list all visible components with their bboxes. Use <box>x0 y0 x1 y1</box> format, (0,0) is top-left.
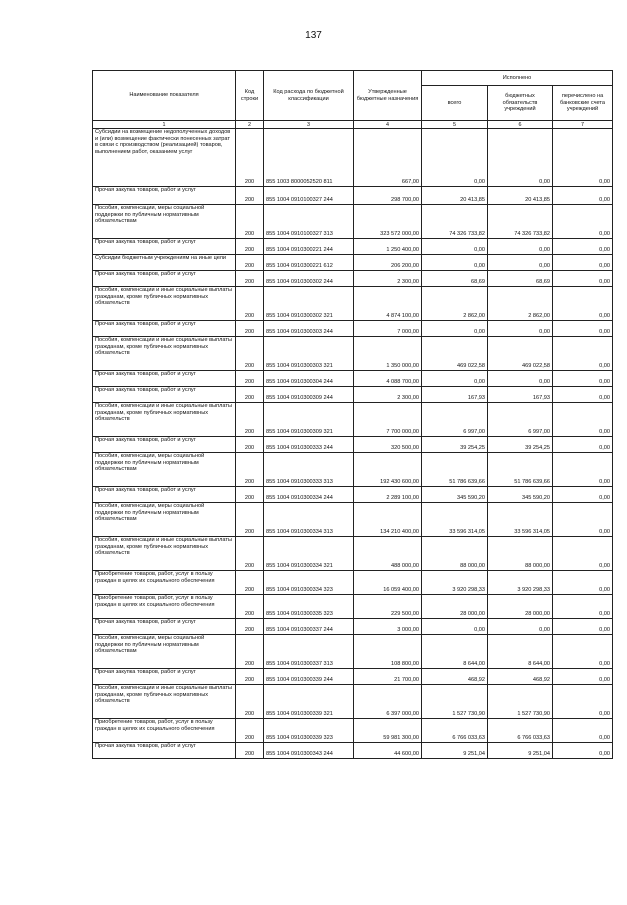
row-executed-total: 469 022,58 <box>422 337 488 371</box>
row-executed-total: 39 254,25 <box>422 437 488 453</box>
table-body <box>93 129 613 759</box>
page-number: 137 <box>305 30 322 41</box>
row-expense-code: 855 1003 8000052520 811 <box>264 129 354 187</box>
header-approved: Утвержденные бюджетные назначения <box>354 71 422 121</box>
row-name: Прочая закупка товаров, работ и услуг <box>93 321 236 337</box>
table-row <box>93 403 613 437</box>
row-name: Пособия, компенсации и иные социальные выплаты гражданам, кроме публичных нормативных обязательств <box>93 337 236 371</box>
row-expense-code: 855 1004 0910300309 244 <box>264 387 354 403</box>
row-expense-code: 855 1004 0910300333 313 <box>264 453 354 487</box>
row-executed-transferred: 0,00 <box>553 239 613 255</box>
row-executed-transferred: 0,00 <box>553 129 613 187</box>
row-executed-budget: 468,92 <box>488 669 553 685</box>
row-executed-total: 6 766 033,63 <box>422 719 488 743</box>
row-executed-budget: 39 254,25 <box>488 437 553 453</box>
row-executed-total: 0,00 <box>422 321 488 337</box>
row-executed-total: 0,00 <box>422 255 488 271</box>
row-approved: 2 300,00 <box>354 271 422 287</box>
row-expense-code: 855 1004 0910300334 313 <box>264 503 354 537</box>
row-executed-budget: 20 413,85 <box>488 187 553 205</box>
row-name: Прочая закупка товаров, работ и услуг <box>93 743 236 759</box>
row-executed-budget: 9 251,04 <box>488 743 553 759</box>
row-approved: 1 250 400,00 <box>354 239 422 255</box>
row-executed-transferred: 0,00 <box>553 503 613 537</box>
row-executed-budget: 51 786 639,66 <box>488 453 553 487</box>
row-line-code: 200 <box>236 255 264 271</box>
column-numbers-row <box>93 121 613 129</box>
row-line-code: 200 <box>236 271 264 287</box>
column-number: 2 <box>236 121 264 129</box>
row-executed-total: 74 326 733,82 <box>422 205 488 239</box>
row-executed-transferred: 0,00 <box>553 487 613 503</box>
row-expense-code: 855 1004 0910300302 321 <box>264 287 354 321</box>
row-name: Приобретение товаров, работ, услуг в пользу граждан в целях их социального обеспечения <box>93 571 236 595</box>
row-executed-transferred: 0,00 <box>553 271 613 287</box>
row-executed-transferred: 0,00 <box>553 719 613 743</box>
row-executed-total: 6 997,00 <box>422 403 488 437</box>
row-approved: 2 300,00 <box>354 387 422 403</box>
row-executed-total: 9 251,04 <box>422 743 488 759</box>
row-name: Пособия, компенсации и иные социальные выплаты гражданам, кроме публичных нормативных обязательств <box>93 403 236 437</box>
row-line-code: 200 <box>236 387 264 403</box>
row-executed-transferred: 0,00 <box>553 595 613 619</box>
row-line-code: 200 <box>236 403 264 437</box>
table-row <box>93 287 613 321</box>
row-line-code: 200 <box>236 571 264 595</box>
row-line-code: 200 <box>236 129 264 187</box>
row-expense-code: 855 1004 0910300334 321 <box>264 537 354 571</box>
row-executed-total: 468,92 <box>422 669 488 685</box>
row-executed-budget: 3 920 298,33 <box>488 571 553 595</box>
row-approved: 44 600,00 <box>354 743 422 759</box>
row-expense-code: 855 1004 0910100327 244 <box>264 187 354 205</box>
row-executed-budget: 8 644,00 <box>488 635 553 669</box>
row-line-code: 200 <box>236 371 264 387</box>
row-name: Прочая закупка товаров, работ и услуг <box>93 487 236 503</box>
row-expense-code: 855 1004 0910300339 321 <box>264 685 354 719</box>
row-executed-transferred: 0,00 <box>553 337 613 371</box>
row-approved: 192 430 600,00 <box>354 453 422 487</box>
table-row <box>93 635 613 669</box>
row-name: Прочая закупка товаров, работ и услуг <box>93 619 236 635</box>
table-row <box>93 371 613 387</box>
row-name: Пособия, компенсации, меры социальной поддержки по публичным нормативным обязательствам <box>93 205 236 239</box>
row-executed-transferred: 0,00 <box>553 685 613 719</box>
table-row <box>93 571 613 595</box>
row-name: Прочая закупка товаров, работ и услуг <box>93 187 236 205</box>
row-line-code: 200 <box>236 743 264 759</box>
row-approved: 320 500,00 <box>354 437 422 453</box>
row-name: Субсидии на возмещение недополученных доходов и (или) возмещение фактически понесенных затрат в связи с производством (реализацией) товаров, выполнением работ, оказанием услуг <box>93 129 236 187</box>
budget-execution-table <box>92 70 613 759</box>
row-executed-budget: 28 000,00 <box>488 595 553 619</box>
row-approved: 7 000,00 <box>354 321 422 337</box>
row-executed-total: 28 000,00 <box>422 595 488 619</box>
row-name: Приобретение товаров, работ, услуг в пользу граждан в целях их социального обеспечения <box>93 595 236 619</box>
row-executed-transferred: 0,00 <box>553 453 613 487</box>
row-expense-code: 855 1004 0910300339 244 <box>264 669 354 685</box>
row-approved: 21 700,00 <box>354 669 422 685</box>
row-approved: 4 874 100,00 <box>354 287 422 321</box>
row-name: Прочая закупка товаров, работ и услуг <box>93 371 236 387</box>
row-name: Прочая закупка товаров, работ и услуг <box>93 437 236 453</box>
row-executed-budget: 6 766 033,63 <box>488 719 553 743</box>
row-executed-transferred: 0,00 <box>553 403 613 437</box>
row-line-code: 200 <box>236 503 264 537</box>
row-executed-transferred: 0,00 <box>553 743 613 759</box>
row-expense-code: 855 1004 0910300302 244 <box>264 271 354 287</box>
row-executed-transferred: 0,00 <box>553 205 613 239</box>
row-approved: 108 800,00 <box>354 635 422 669</box>
row-executed-total: 345 590,20 <box>422 487 488 503</box>
row-name: Субсидии бюджетным учреждениям на иные цели <box>93 255 236 271</box>
row-executed-budget: 0,00 <box>488 239 553 255</box>
row-executed-transferred: 0,00 <box>553 437 613 453</box>
row-name: Пособия, компенсации, меры социальной поддержки по публичным нормативным обязательствам <box>93 635 236 669</box>
row-line-code: 200 <box>236 187 264 205</box>
row-line-code: 200 <box>236 685 264 719</box>
row-name: Прочая закупка товаров, работ и услуг <box>93 387 236 403</box>
row-executed-transferred: 0,00 <box>553 669 613 685</box>
row-line-code: 200 <box>236 669 264 685</box>
row-executed-transferred: 0,00 <box>553 321 613 337</box>
row-executed-transferred: 0,00 <box>553 371 613 387</box>
row-expense-code: 855 1004 0910300334 244 <box>264 487 354 503</box>
table-row <box>93 239 613 255</box>
table-row <box>93 205 613 239</box>
table-row <box>93 187 613 205</box>
row-name: Приобретение товаров, работ, услуг в пользу граждан в целях их социального обеспечения <box>93 719 236 743</box>
row-executed-transferred: 0,00 <box>553 635 613 669</box>
row-executed-total: 0,00 <box>422 239 488 255</box>
row-expense-code: 855 1004 0910300343 244 <box>264 743 354 759</box>
row-line-code: 200 <box>236 487 264 503</box>
table-row <box>93 537 613 571</box>
row-approved: 134 210 400,00 <box>354 503 422 537</box>
row-expense-code: 855 1004 0910300303 244 <box>264 321 354 337</box>
row-executed-transferred: 0,00 <box>553 255 613 271</box>
row-executed-budget: 0,00 <box>488 321 553 337</box>
column-number: 4 <box>354 121 422 129</box>
row-executed-budget: 2 862,00 <box>488 287 553 321</box>
table-row <box>93 685 613 719</box>
row-line-code: 200 <box>236 453 264 487</box>
row-executed-transferred: 0,00 <box>553 287 613 321</box>
row-executed-total: 88 000,00 <box>422 537 488 571</box>
row-line-code: 200 <box>236 287 264 321</box>
row-expense-code: 855 1004 0910300333 244 <box>264 437 354 453</box>
row-approved: 3 000,00 <box>354 619 422 635</box>
row-executed-total: 0,00 <box>422 129 488 187</box>
row-executed-budget: 0,00 <box>488 255 553 271</box>
table-row <box>93 719 613 743</box>
row-line-code: 200 <box>236 619 264 635</box>
row-name: Пособия, компенсации и иные социальные выплаты гражданам, кроме публичных нормативных обязательств <box>93 685 236 719</box>
row-line-code: 200 <box>236 595 264 619</box>
row-approved: 7 700 000,00 <box>354 403 422 437</box>
table-row <box>93 619 613 635</box>
table-row <box>93 387 613 403</box>
row-approved: 59 981 300,00 <box>354 719 422 743</box>
row-approved: 488 000,00 <box>354 537 422 571</box>
header-executed: Исполнено <box>422 71 613 86</box>
column-number: 5 <box>422 121 488 129</box>
row-executed-budget: 167,93 <box>488 387 553 403</box>
row-expense-code: 855 1004 0910300221 244 <box>264 239 354 255</box>
row-name: Прочая закупка товаров, работ и услуг <box>93 669 236 685</box>
table-row <box>93 503 613 537</box>
row-executed-budget: 1 527 730,90 <box>488 685 553 719</box>
row-executed-transferred: 0,00 <box>553 619 613 635</box>
row-name: Пособия, компенсации и иные социальные выплаты гражданам, кроме публичных нормативных обязательств <box>93 537 236 571</box>
row-name: Пособия, компенсации, меры социальной поддержки по публичным нормативным обязательствам <box>93 503 236 537</box>
table-row <box>93 337 613 371</box>
column-number: 1 <box>93 121 236 129</box>
header-total: всего <box>422 86 488 121</box>
row-expense-code: 855 1004 0910300335 323 <box>264 595 354 619</box>
row-executed-total: 167,93 <box>422 387 488 403</box>
row-executed-budget: 68,69 <box>488 271 553 287</box>
row-executed-budget: 33 596 314,05 <box>488 503 553 537</box>
row-executed-budget: 0,00 <box>488 129 553 187</box>
row-approved: 667,00 <box>354 129 422 187</box>
row-expense-code: 855 1004 0910300334 323 <box>264 571 354 595</box>
row-approved: 2 289 100,00 <box>354 487 422 503</box>
row-approved: 6 397 000,00 <box>354 685 422 719</box>
row-executed-total: 20 413,85 <box>422 187 488 205</box>
row-executed-total: 51 786 639,66 <box>422 453 488 487</box>
table-row <box>93 595 613 619</box>
table-row <box>93 255 613 271</box>
row-executed-budget: 469 022,58 <box>488 337 553 371</box>
row-line-code: 200 <box>236 537 264 571</box>
row-name: Пособия, компенсации и иные социальные выплаты гражданам, кроме публичных нормативных обязательств <box>93 287 236 321</box>
table-row <box>93 669 613 685</box>
row-executed-transferred: 0,00 <box>553 187 613 205</box>
row-expense-code: 855 1004 0910300309 321 <box>264 403 354 437</box>
row-name: Прочая закупка товаров, работ и услуг <box>93 271 236 287</box>
row-approved: 229 500,00 <box>354 595 422 619</box>
row-expense-code: 855 1004 0910300337 244 <box>264 619 354 635</box>
row-executed-budget: 0,00 <box>488 371 553 387</box>
header-row-top <box>93 71 613 86</box>
row-line-code: 200 <box>236 239 264 255</box>
table-row <box>93 271 613 287</box>
row-line-code: 200 <box>236 321 264 337</box>
row-approved: 16 059 400,00 <box>354 571 422 595</box>
row-executed-budget: 6 997,00 <box>488 403 553 437</box>
table-row <box>93 321 613 337</box>
column-number: 6 <box>488 121 553 129</box>
row-approved: 4 088 700,00 <box>354 371 422 387</box>
row-line-code: 200 <box>236 635 264 669</box>
row-line-code: 200 <box>236 337 264 371</box>
table-row <box>93 437 613 453</box>
row-expense-code: 855 1004 0910100327 313 <box>264 205 354 239</box>
row-executed-total: 0,00 <box>422 371 488 387</box>
row-approved: 1 350 000,00 <box>354 337 422 371</box>
row-approved: 206 200,00 <box>354 255 422 271</box>
table-row <box>93 453 613 487</box>
row-executed-total: 0,00 <box>422 619 488 635</box>
row-executed-transferred: 0,00 <box>553 571 613 595</box>
row-executed-budget: 74 326 733,82 <box>488 205 553 239</box>
column-number: 7 <box>553 121 613 129</box>
header-name: Наименование показателя <box>93 71 236 121</box>
column-number: 3 <box>264 121 354 129</box>
row-expense-code: 855 1004 0910300303 321 <box>264 337 354 371</box>
row-executed-total: 3 920 298,33 <box>422 571 488 595</box>
row-executed-total: 33 596 314,05 <box>422 503 488 537</box>
header-budget-obligations: бюджетных обязательств учреждений <box>488 86 553 121</box>
row-executed-transferred: 0,00 <box>553 537 613 571</box>
table-row <box>93 743 613 759</box>
row-expense-code: 855 1004 0910300304 244 <box>264 371 354 387</box>
table-row <box>93 487 613 503</box>
row-executed-total: 2 862,00 <box>422 287 488 321</box>
header-line-code: Код строки <box>236 71 264 121</box>
row-name: Пособия, компенсации, меры социальной поддержки по публичным нормативным обязательствам <box>93 453 236 487</box>
row-expense-code: 855 1004 0910300221 612 <box>264 255 354 271</box>
table-row <box>93 129 613 187</box>
row-executed-total: 68,69 <box>422 271 488 287</box>
row-executed-transferred: 0,00 <box>553 387 613 403</box>
row-expense-code: 855 1004 0910300339 323 <box>264 719 354 743</box>
row-name: Прочая закупка товаров, работ и услуг <box>93 239 236 255</box>
row-executed-total: 1 527 730,90 <box>422 685 488 719</box>
row-approved: 323 572 000,00 <box>354 205 422 239</box>
row-expense-code: 855 1004 0910300337 313 <box>264 635 354 669</box>
row-executed-budget: 88 000,00 <box>488 537 553 571</box>
row-approved: 298 700,00 <box>354 187 422 205</box>
row-line-code: 200 <box>236 719 264 743</box>
row-executed-budget: 345 590,20 <box>488 487 553 503</box>
header-transferred: перечислено на банковские счета учреждений <box>553 86 613 121</box>
row-line-code: 200 <box>236 205 264 239</box>
row-executed-total: 8 644,00 <box>422 635 488 669</box>
header-expense-code: Код расхода по бюджетной классификации <box>264 71 354 121</box>
row-line-code: 200 <box>236 437 264 453</box>
row-executed-budget: 0,00 <box>488 619 553 635</box>
